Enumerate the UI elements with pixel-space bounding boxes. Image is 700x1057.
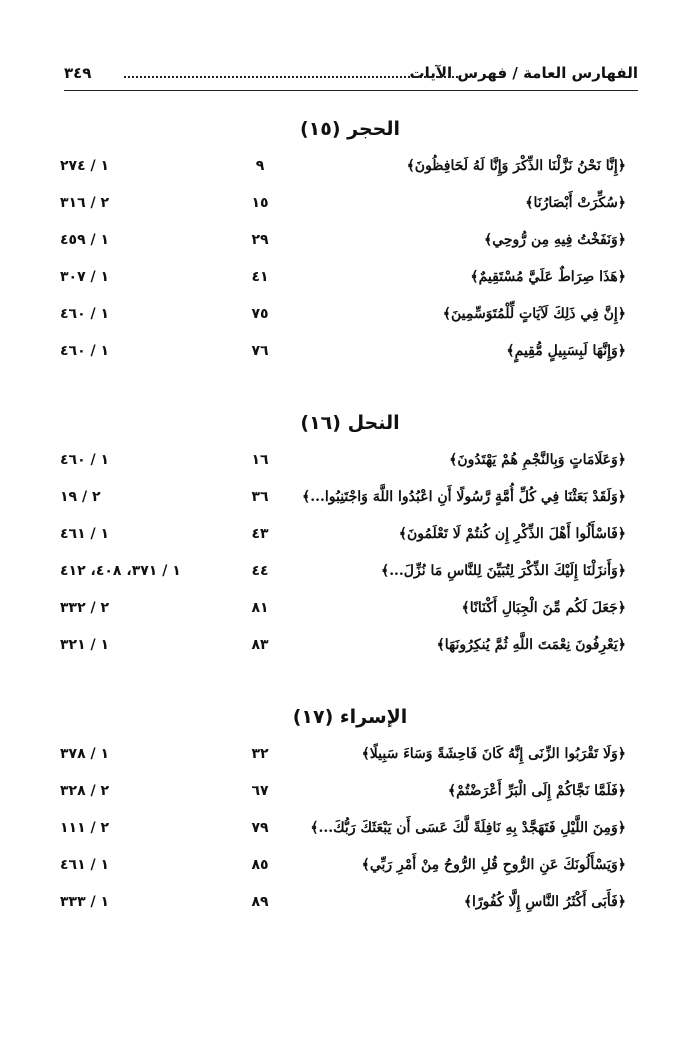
verse-number: ١٦ — [251, 452, 269, 468]
verse-number: ٣٦ — [251, 489, 269, 505]
verse-text: ﴿يَعْرِفُونَ نِعْمَتَ اللَّهِ ثُمَّ يُنكِرُونَهَا﴾ — [436, 637, 626, 653]
verse-row — [0, 894, 700, 922]
page-reference: ٢ / ١٩ — [60, 489, 101, 505]
verse-row — [0, 637, 700, 665]
verse-row — [0, 232, 700, 260]
verse-number: ١٥ — [251, 195, 269, 211]
verse-row — [0, 195, 700, 223]
page-reference: ١ / ٣٣٣ — [60, 894, 110, 910]
verse-row — [0, 452, 700, 480]
page-reference: ١ / ٢٧٤ — [60, 158, 110, 174]
page-reference: ١ / ٣٧٨ — [60, 746, 110, 762]
verse-number: ٤٣ — [251, 526, 269, 542]
verse-row — [0, 306, 700, 334]
verse-text: ﴿سُكِّرَتْ أَبْصَارُنَا﴾ — [525, 195, 626, 211]
verse-text: ﴿إِنَّا نَحْنُ نَزَّلْنَا الذِّكْرَ وَإِنَّا لَهُ لَحَافِظُونَ﴾ — [406, 158, 626, 174]
verse-text: ﴿وَعَلَامَاتٍ وَبِالنَّجْمِ هُمْ يَهْتَدُونَ﴾ — [449, 452, 626, 468]
verse-row — [0, 526, 700, 554]
verse-text: ﴿وَلَقَدْ بَعَثْنَا فِي كُلِّ أُمَّةٍ رَّسُولًا أَنِ اعْبُدُوا اللَّهَ وَاجْتَنِبُوا...﴾ — [302, 489, 626, 505]
surah-title: الحجر (١٥) — [299, 118, 401, 140]
verse-row — [0, 820, 700, 848]
verse-row — [0, 600, 700, 628]
header-rule — [64, 90, 638, 91]
verse-number: ٨٣ — [251, 637, 269, 653]
verse-text: ﴿إِنَّ فِي ذَلِكَ لَآيَاتٍ لِّلْمُتَوَسِّمِينَ﴾ — [442, 306, 626, 322]
running-header — [64, 64, 638, 86]
verse-text: ﴿وَلَا تَقْرَبُوا الزِّنَى إِنَّهُ كَانَ فَاحِشَةً وَسَاءَ سَبِيلًا﴾ — [361, 746, 626, 762]
verse-number: ٧٥ — [251, 306, 269, 322]
page-number: ٣٤٩ — [64, 64, 92, 82]
page-reference: ١ / ٣٠٧ — [60, 269, 110, 285]
verse-row — [0, 857, 700, 885]
page-reference: ٢ / ٣٢٨ — [60, 783, 110, 799]
verse-text: ﴿هَذَا صِرَاطٌ عَلَيَّ مُسْتَقِيمٌ﴾ — [470, 269, 626, 285]
verse-text: ﴿فَلَمَّا نَجَّاكُمْ إِلَى الْبَرِّ أَعْرَضْتُمْ﴾ — [447, 783, 626, 799]
verse-number: ٦٧ — [251, 783, 269, 799]
verse-text: ﴿وَيَسْأَلُونَكَ عَنِ الرُّوحِ قُلِ الرُّوحُ مِنْ أَمْرِ رَبِّي﴾ — [361, 857, 626, 873]
verse-row — [0, 158, 700, 186]
running-head-title: الفهارس العامة / فهرس الآيات — [409, 64, 638, 82]
verse-number: ٢٩ — [251, 232, 269, 248]
verse-number: ٩ — [255, 158, 265, 174]
verse-text: ﴿فَأَبَى أَكْثَرُ النَّاسِ إِلَّا كُفُورًا﴾ — [463, 894, 626, 910]
page-reference: ١ / ٤٥٩ — [60, 232, 110, 248]
verse-row — [0, 269, 700, 297]
verse-text: ﴿وَنَفَخْتُ فِيهِ مِن رُّوحِي﴾ — [484, 232, 626, 248]
verse-row — [0, 489, 700, 517]
page-reference: ١ / ٤٦٠ — [60, 306, 110, 322]
verse-number: ٧٦ — [251, 343, 269, 359]
verse-number: ٣٢ — [251, 746, 269, 762]
page-reference: ٢ / ٣٣٢ — [60, 600, 110, 616]
page-reference: ٢ / ٣١٦ — [60, 195, 110, 211]
verse-text: ﴿جَعَلَ لَكُم مِّنَ الْجِبَالِ أَكْنَانًا﴾ — [461, 600, 626, 616]
verse-row — [0, 563, 700, 591]
page-reference: ١ / ٤٦١ — [60, 857, 110, 873]
verse-text: ﴿وَأَنزَلْنَا إِلَيْكَ الذِّكْرَ لِتُبَيِّنَ لِلنَّاسِ مَا نُزِّلَ...﴾ — [380, 563, 626, 579]
page-reference: ١ / ٤٦٠ — [60, 343, 110, 359]
verse-text: ﴿وَمِنَ اللَّيْلِ فَتَهَجَّدْ بِهِ نَافِلَةً لَّكَ عَسَى أَن يَبْعَثَكَ رَبُّكَ...﴾ — [310, 820, 626, 836]
surah-title: النحل (١٦) — [300, 412, 400, 434]
verse-number: ٨٩ — [251, 894, 269, 910]
page-reference: ١ / ٣٧١، ٤٠٨، ٤١٢ — [60, 563, 181, 579]
verse-number: ٨٥ — [251, 857, 269, 873]
page-reference: ٢ / ١١١ — [60, 820, 110, 836]
dot-leader — [124, 76, 458, 78]
surah-title: الإسراء (١٧) — [292, 706, 408, 728]
verse-row — [0, 343, 700, 371]
verse-text: ﴿فَاسْأَلُوا أَهْلَ الذِّكْرِ إِن كُنتُمْ لَا تَعْلَمُونَ﴾ — [398, 526, 626, 542]
verse-number: ٨١ — [251, 600, 269, 616]
page-reference: ١ / ٤٦٠ — [60, 452, 110, 468]
verse-row — [0, 746, 700, 774]
page-reference: ١ / ٣٢١ — [60, 637, 110, 653]
verse-number: ٧٩ — [251, 820, 269, 836]
verse-number: ٤٤ — [251, 563, 269, 579]
verse-number: ٤١ — [251, 269, 269, 285]
verse-row — [0, 783, 700, 811]
page-reference: ١ / ٤٦١ — [60, 526, 110, 542]
verse-text: ﴿وَإِنَّهَا لَبِسَبِيلٍ مُّقِيمٍ﴾ — [506, 343, 626, 359]
